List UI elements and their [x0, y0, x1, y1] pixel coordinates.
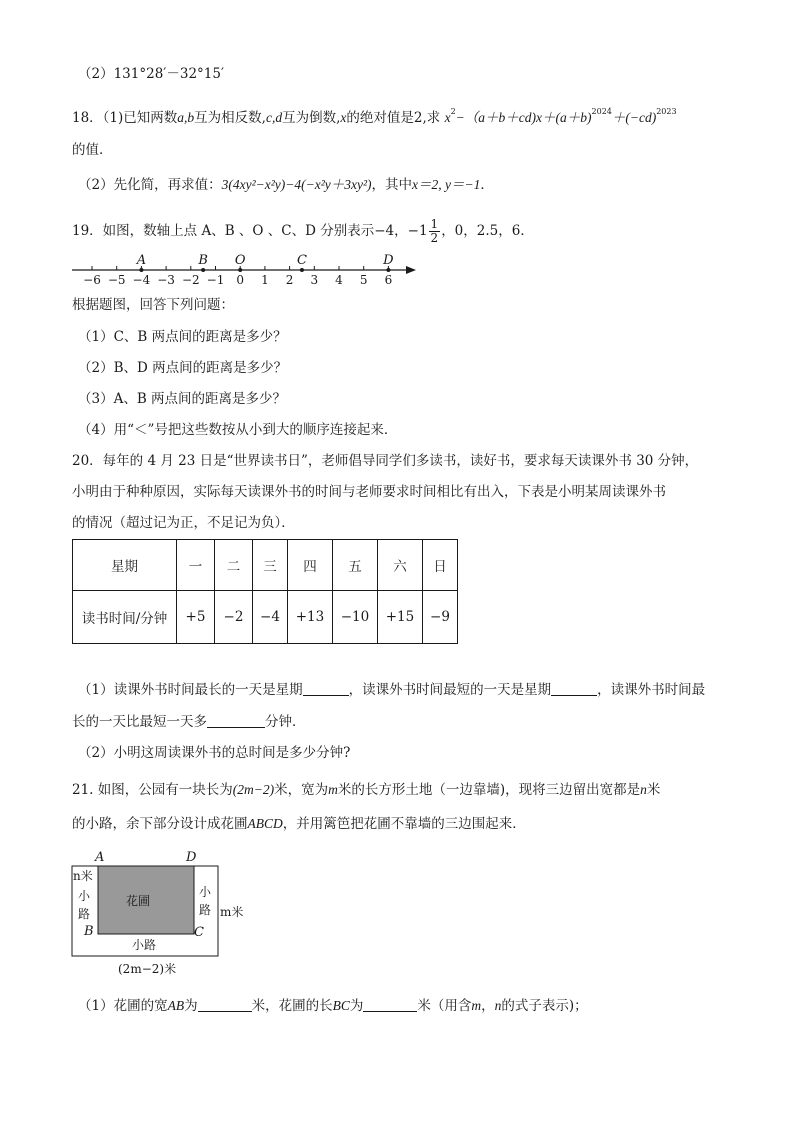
q20-s1-text-d: 长的一天比最短一天多: [72, 714, 207, 730]
table-cell: −4: [253, 591, 288, 644]
q21-s1-text-f: ，: [481, 998, 495, 1014]
left-path-label-2: 路: [78, 907, 91, 921]
bottom-length-label: (2m−2)米: [118, 962, 177, 976]
q21-text-a: 21. 如图，公园有一块长为: [72, 782, 233, 798]
q18-part2: [78, 175, 494, 195]
q19-number-line: [60, 248, 430, 292]
answer-blank[interactable]: [207, 713, 265, 728]
q18-vars-ab: a,b: [177, 110, 195, 125]
point-B-label: B: [84, 924, 94, 939]
q20-sub2: （2）小明这周读课外书的总时间是多少分钟?: [78, 745, 351, 761]
table-row-header: [73, 540, 458, 591]
q18-part1-end: 的值．: [72, 142, 113, 158]
q21-line1: [72, 780, 660, 800]
tick-label: −6: [83, 273, 101, 287]
point-label-D: D: [383, 253, 394, 268]
q19-intro-text: 19．如图，数轴上点 A、B 、O 、C、D 分别表示−4，: [72, 223, 408, 239]
tick-label: 5: [359, 273, 368, 287]
q21-var-m: m: [328, 782, 338, 797]
left-path-label-1: 小: [78, 889, 91, 903]
q21-sub1: [78, 996, 588, 1016]
table-cell: +15: [378, 591, 423, 644]
tick-label: −5: [107, 273, 126, 287]
q18-p2-mid: ，其中: [371, 177, 413, 193]
answer-blank[interactable]: [198, 997, 252, 1012]
q21-garden-name: ABCD: [247, 816, 283, 831]
point-marker-B: [201, 268, 205, 272]
q17-part2: （2）131°28′－32°15′: [78, 66, 225, 82]
q21-text-e: 的小路，余下部分设计成花圃: [72, 816, 248, 832]
tick-label: 2: [285, 273, 294, 287]
q18-val: 2: [413, 110, 423, 126]
q21-text-c: 米的长方形土地（一边靠墙)，现将三边留出宽都是: [337, 782, 641, 798]
table-cell: 六: [378, 540, 423, 591]
table-cell: 二: [215, 540, 253, 591]
point-marker-C: [300, 268, 304, 272]
answer-blank[interactable]: [303, 681, 349, 696]
q19-intro: [72, 218, 534, 245]
q18-text-d: 的绝对值是: [346, 110, 414, 126]
table-cell: 读书时间/分钟: [73, 591, 177, 644]
tick-label: 0: [236, 273, 245, 287]
q19-frac-den: 2: [430, 231, 439, 245]
q20-s1-text-a: （1）读课外书时间最长的一天是星期: [78, 682, 303, 698]
tick-label: −1: [206, 273, 225, 287]
bottom-path-label: 小路: [132, 938, 157, 952]
table-cell: −2: [215, 591, 253, 644]
q19-mixed-int: −1: [407, 223, 428, 239]
table-cell: 星期: [73, 540, 177, 591]
point-A-label: A: [95, 850, 105, 865]
q20-s1-text-b: ，读课外书时间最短的一天是星期: [348, 682, 552, 698]
point-label-B: B: [198, 253, 208, 268]
q18-p2-expr: 3(4xy²−x²y)−4(−x²y＋3xy²): [221, 177, 372, 192]
reading-time-table: [72, 539, 458, 644]
right-path-label-2: 路: [199, 903, 212, 917]
point-marker-O: [238, 268, 242, 272]
q21-s1-n: n: [494, 998, 502, 1013]
point-D-label: D: [186, 850, 197, 865]
q19-sub1: （1）C、B 两点间的距离是多少？: [78, 329, 287, 345]
q21-s1-text-d: 为: [349, 998, 364, 1014]
q20-s1-text-e: 分钟．: [265, 714, 306, 730]
q19-sub4: （4）用“＜”号把这些数按从小到大的顺序连接起来．: [78, 422, 398, 438]
point-marker-D: [386, 268, 390, 272]
number-line-arrow: [406, 266, 416, 274]
q19-sub3: （3）A、B 两点间的距离是多少？: [78, 391, 287, 407]
q18-p2-cond: x＝2, y＝−1: [412, 177, 481, 192]
q18-expr-x: x: [444, 110, 451, 125]
tick-label: 4: [335, 273, 343, 287]
point-C-label: C: [194, 925, 204, 940]
q18-text-b: 互为相反数,: [194, 110, 266, 126]
q21-s1-text-c: 米，花圃的长: [251, 998, 333, 1014]
q19-fraction: [429, 218, 441, 245]
q20-line2: 小明由于种种原因，实际每天读课外书的时间与老师要求时间相比有出入，下表是小明某周读课外书: [72, 484, 666, 500]
q18-text-c: 互为倒数,: [282, 110, 341, 126]
q18-expr-mid: −（a＋b＋cd)x＋(a＋b): [455, 110, 592, 125]
q18-text-e: ,求: [422, 110, 441, 126]
q21-s1-ab: AB: [167, 998, 185, 1013]
q19-lead: 根据题图，回答下列问题：: [72, 297, 234, 313]
point-label-A: A: [136, 253, 147, 268]
q19-frac-num: 1: [430, 217, 439, 231]
tick-label: −4: [132, 273, 151, 287]
table-cell: −9: [423, 591, 458, 644]
q18-exp-2024: 2024: [591, 107, 612, 116]
tick-label: −3: [157, 273, 175, 287]
q21-expr-length: (2m−2): [232, 782, 275, 797]
point-label-C: C: [296, 253, 307, 268]
q18-part1: 18．（1)已知两数a,b互为相反数,c,d互为倒数,x的绝对值是2,求 $x^2-(a+b+cd)x+(a+b)^{2024}+(-cd)^{2023}$: [72, 107, 677, 126]
q19-sub2: （2）B、D 两点间的距离是多少？: [78, 360, 288, 376]
q18-expr-end: ＋(−cd): [611, 110, 657, 125]
q19-intro-end: ，0，2.5，6．: [441, 223, 534, 239]
q18-vars-cd: c,d: [265, 110, 283, 125]
q21-text-f: ，并用篱笆把花圃不靠墙的三边围起来．: [282, 816, 526, 832]
q21-s1-m: m: [471, 998, 482, 1013]
q21-s1-text-e: 米（用含: [417, 998, 472, 1014]
q18-exp-2023: 2023: [656, 107, 677, 116]
q20-line1: 20．每年的 4 月 23 日是“世界读书日”，老师倡导同学们多读书，读好书，要求每天读课外书 30 分钟，: [72, 453, 699, 469]
q18-var-x: x: [340, 110, 347, 125]
q21-line2: [72, 814, 526, 834]
q21-s1-text-a: （1）花圃的宽: [78, 998, 168, 1014]
right-width-label: m米: [220, 905, 244, 919]
table-cell: −10: [333, 591, 378, 644]
table-cell: 五: [333, 540, 378, 591]
left-width-label: n米: [73, 869, 93, 883]
tick-label: 3: [310, 273, 319, 287]
garden-label: 花圃: [126, 894, 151, 908]
point-marker-A: [139, 268, 143, 272]
q18-p2-end: ．: [480, 177, 494, 193]
table-cell: 日: [423, 540, 458, 591]
q21-s1-text-g: 的式子表示)；: [501, 998, 588, 1014]
tick-label: 6: [384, 273, 393, 287]
q20-s1-text-c: ，读课外书时间最: [597, 682, 706, 698]
answer-blank[interactable]: [551, 681, 597, 696]
q20-line3: 的情况（超过记为正，不足记为负）．: [72, 515, 295, 531]
table-cell: +13: [288, 591, 333, 644]
tick-label: 1: [261, 273, 269, 287]
table-row-values: [73, 591, 458, 644]
q21-var-n: n: [640, 782, 647, 797]
table-cell: 一: [177, 540, 215, 591]
q21-text-d: 米: [646, 782, 661, 798]
q20-sub1-cont: [72, 712, 306, 732]
answer-blank[interactable]: [363, 997, 417, 1012]
q18-text-a: 18．（1)已知两数: [72, 110, 178, 126]
q21-garden-figure: [70, 848, 260, 980]
q18-p2-lead: （2）先化简，再求值：: [78, 177, 222, 193]
q20-sub1: [78, 680, 705, 700]
tick-label: −2: [181, 273, 200, 287]
table-cell: 四: [288, 540, 333, 591]
q21-s1-bc: BC: [332, 998, 350, 1013]
point-label-O: O: [234, 253, 246, 268]
q21-s1-text-b: 为: [184, 998, 198, 1014]
right-path-label-1: 小: [199, 885, 212, 899]
table-cell: +5: [177, 591, 215, 644]
table-cell: 三: [253, 540, 288, 591]
q21-text-b: 米，宽为: [274, 782, 329, 798]
